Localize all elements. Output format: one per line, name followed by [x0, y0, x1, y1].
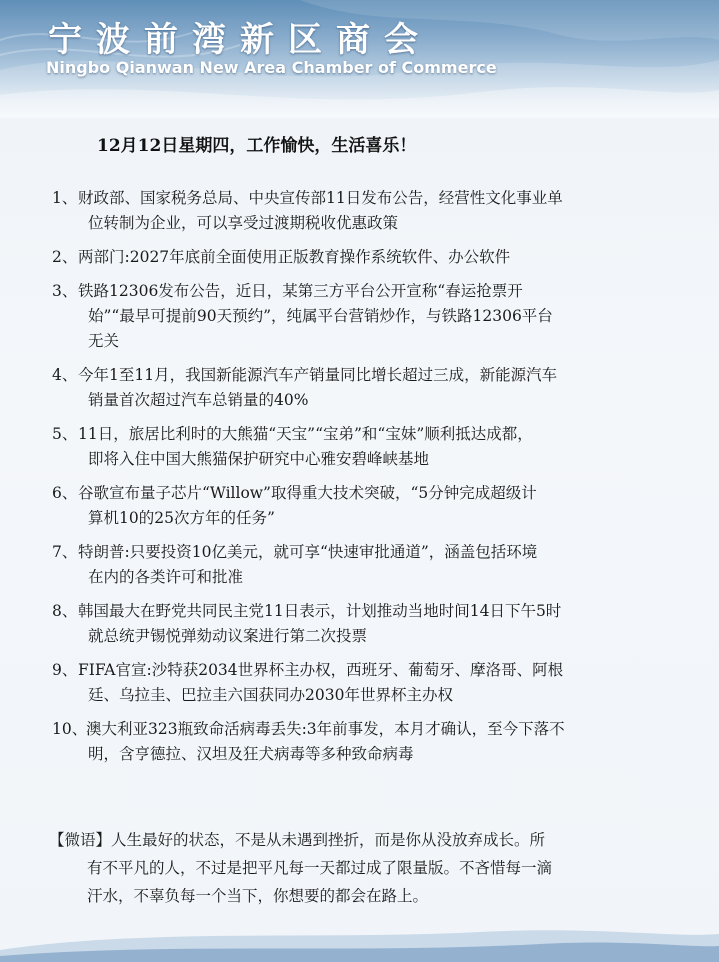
news-text: FIFA官宣:沙特获2034世界杯主办权，西班牙、葡萄牙、摩洛哥、阿根 — [78, 661, 564, 679]
news-text: 在内的各类许可和批准 — [88, 568, 244, 586]
news-number: 1、 — [52, 189, 78, 207]
news-text: 始”“最早可提前90天预约”，纯属平台营销炒作，与铁路12306平台 — [88, 307, 553, 325]
news-text: 位转制为企业，可以享受过渡期税收优惠政策 — [88, 214, 399, 232]
news-number: 2、 — [52, 248, 78, 266]
news-text: 澳大利亚323瓶致命活病毒丢失:3年前事发，本月才确认，至今下落不 — [86, 720, 565, 738]
news-number: 4、 — [52, 366, 78, 384]
news-number: 8、 — [52, 602, 78, 620]
news-item — [52, 279, 682, 354]
daily-quote — [49, 826, 689, 910]
news-number: 7、 — [52, 543, 78, 561]
chamber-title-en: Ningbo Qianwan New Area Chamber of Commerce — [46, 58, 497, 77]
news-number: 3、 — [52, 282, 78, 300]
news-text: 廷、乌拉圭、巴拉圭六国获同办2030年世界杯主办权 — [88, 686, 453, 704]
news-text: 无关 — [88, 332, 120, 350]
news-item — [52, 481, 682, 531]
news-number: 5、 — [52, 425, 78, 443]
news-text: 谷歌宣布量子芯片“Willow”取得重大技术突破，“5分钟完成超级计 — [78, 484, 537, 502]
news-item — [52, 540, 682, 590]
news-text: 两部门:2027年底前全面使用正版教育操作系统软件、办公软件 — [78, 248, 511, 266]
news-text: 财政部、国家税务总局、中央宣传部11日发布公告，经营性文化事业单 — [78, 189, 563, 207]
quote-text: 有不平凡的人，不过是把平凡每一天都过成了限量版。不吝惜每一滴 — [87, 859, 553, 877]
news-text: 就总统尹锡悦弹劾动议案进行第二次投票 — [88, 627, 368, 645]
news-number: 10、 — [52, 720, 88, 738]
news-number: 9、 — [52, 661, 78, 679]
news-item — [52, 599, 682, 649]
news-item — [52, 186, 682, 236]
news-list — [52, 186, 682, 776]
news-text: 今年1至11月，我国新能源汽车产销量同比增长超过三成，新能源汽车 — [78, 366, 558, 384]
news-number: 6、 — [52, 484, 78, 502]
news-item — [52, 717, 682, 767]
news-text: 算机10的25次方年的任务” — [88, 509, 275, 527]
news-item — [52, 422, 682, 472]
news-text: 铁路12306发布公告，近日，某第三方平台公开宣称“春运抢票开 — [78, 282, 523, 300]
news-item — [52, 363, 682, 413]
news-text: 特朗普:只要投资10亿美元，就可享“快速审批通道”，涵盖包括环境 — [78, 543, 538, 561]
chamber-title-cn: 宁波前湾新区商会 — [48, 20, 432, 60]
news-text: 明，含亨德拉、汉坦及狂犬病毒等多种致命病毒 — [88, 745, 414, 763]
header-banner — [0, 0, 719, 118]
news-text: 韩国最大在野党共同民主党11日表示，计划推动当地时间14日下午5时 — [78, 602, 562, 620]
news-text: 即将入住中国大熊猫保护研究中心雅安碧峰峡基地 — [88, 450, 430, 468]
quote-text: 【微语】人生最好的状态，不是从未遇到挫折，而是你从没放弃成长。所 — [49, 831, 546, 849]
quote-text: 汗水，不辜负每一个当下，你想要的都会在路上。 — [87, 887, 429, 905]
news-text: 销量首次超过汽车总销量的40% — [88, 391, 309, 409]
news-item — [52, 658, 682, 708]
footer-wave-decoration — [0, 920, 719, 962]
page-headline: 12月12日星期四，工作愉快，生活喜乐！ — [97, 136, 417, 156]
news-text: 11日，旅居比利时的大熊猫“天宝”“宝弟”和“宝妹”顺利抵达成都， — [78, 425, 533, 443]
news-item — [52, 245, 682, 270]
